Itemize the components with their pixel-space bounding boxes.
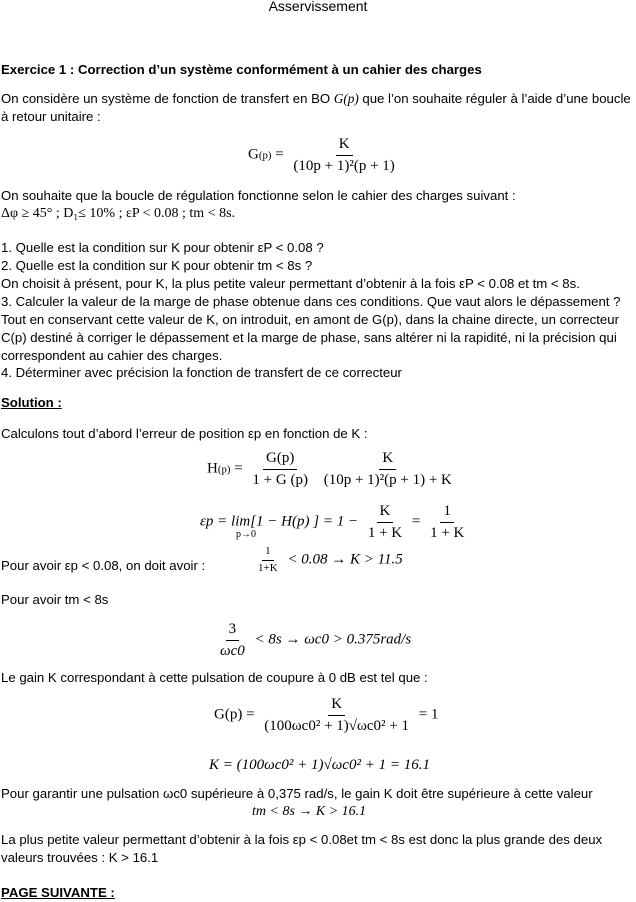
- solution-step-5-equation: tm < 8s → K > 16.1: [252, 804, 367, 819]
- solution-conclusion: La plus petite valeur permettant d’obtenir à la fois εp < 0.08et tm < 8s est donc la plus grande des deux valeurs trouvées : K > 16.1: [1, 832, 603, 865]
- solution-heading: Solution :: [1, 395, 62, 410]
- equation-condition-precision: $\frac{1}{1+K}$ < 0.08 → K > 11.5: [258, 545, 403, 574]
- question-3: 3. Calculer la valeur de la marge de phase obtenue dans ces conditions. Que vaut alors le dépassement ?: [1, 294, 621, 309]
- question-2-followup: On choisit à présent, pour K, la plus petite valeur permettant d’obtenir à la fois εP < 0.08 et tm < 8s.: [1, 276, 580, 291]
- solution-step-3: Pour avoir tm < 8s: [1, 592, 109, 607]
- solution-step-2: Pour avoir εp < 0.08, on doit avoir :: [1, 558, 206, 573]
- equation-transfer-function: G(p) = $\frac{K}{\text{(10p + 1)²(p + 1)}}$: [248, 136, 395, 174]
- equation-closed-loop: H(p) = $\frac{G(p)}{1 + G (p)}$ $\frac{K}{\text{(10p + 1)²(p + 1) + K}}$: [207, 450, 452, 488]
- specs-list: Δφ ≥ 45° ; D₁≤ 10% ; εP < 0.08 ; tm < 8s.: [1, 206, 236, 221]
- equation-cutoff: $\frac{3}{\omega c0}$ < 8s → ωc0 > 0.375rad/s: [220, 621, 412, 659]
- solution-step-4: Le gain K correspondant à cette pulsation de coupure à 0 dB est tel que :: [1, 670, 428, 685]
- question-1: 1. Quelle est la condition sur K pour obtenir εP < 0.08 ?: [1, 240, 324, 255]
- next-page-label: PAGE SUIVANTE :: [1, 885, 115, 900]
- question-2: 2. Quelle est la condition sur K pour obtenir tm < 8s ?: [1, 258, 313, 273]
- page-header-title: Asservissement: [268, 0, 368, 14]
- question-4: 4. Déterminer avec précision la fonction de transfert de ce correcteur: [1, 365, 402, 380]
- exercise-intro: On considère un système de fonction de transfert en BO G(p) que l’on souhaite réguler à l’aide d’une boucle à retour unitaire :: [1, 91, 631, 124]
- question-3-followup: Tout en conservant cette valeur de K, on introduit, en amont de G(p), dans la chaine directe, un correcteur C(p) destiné à corriger le dépassement et la marge de phase, sans altérer ni la rapidité, ni la précision qui correspondent au cahier des charges.: [1, 312, 619, 363]
- exercise-title: Exercice 1 : Correction d’un système conformément à un cahier des charges: [1, 62, 482, 77]
- specs-intro: On souhaite que la boucle de régulation fonctionne selon le cahier des charges suivant :: [1, 188, 516, 203]
- limit-subscript: p→0: [236, 529, 256, 540]
- equation-gain: G(p) = $\frac{K}{\text{(100ωc0² + 1)√ωc0² + 1}}$ = 1: [214, 696, 439, 734]
- equation-position-error: εp = lim[1 − H(p) ] = 1 − $\frac{K}{1 + K}$ = $\frac{1}{1 + K}$: [200, 503, 465, 541]
- solution-step-5: Pour garantir une pulsation ωc0 supérieure à 0,375 rad/s, le gain K doit être supérieure à cette valeur: [1, 786, 593, 801]
- equation-K-value: K = (100ωc0² + 1)√ωc0² + 1 = 16.1: [209, 757, 430, 773]
- solution-step-1: Calculons tout d’abord l’erreur de position εp en fonction de K :: [1, 426, 368, 441]
